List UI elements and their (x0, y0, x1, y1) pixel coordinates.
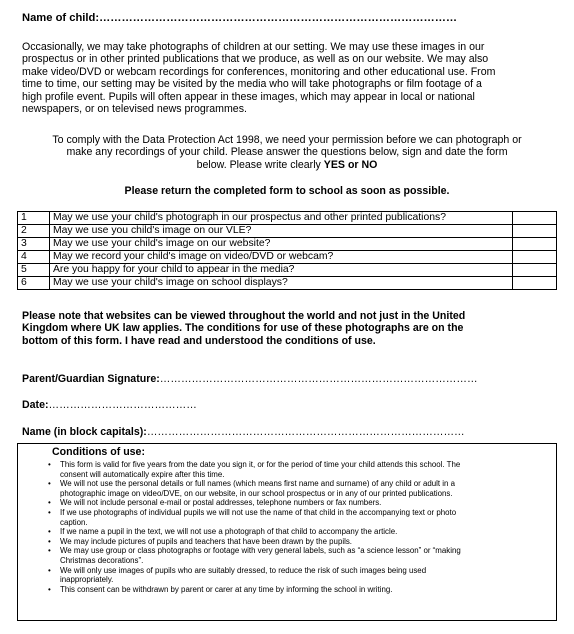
intro-line: high profile event. Pupils will often appear in these images, which may appear in local or national (22, 90, 475, 103)
answer-cell[interactable] (513, 277, 557, 290)
list-item (44, 585, 461, 595)
list-item (44, 508, 461, 527)
question-number: 5 (18, 264, 50, 277)
block-name-dots: ……………………………………………………………………………… (146, 426, 465, 438)
list-item (44, 546, 461, 565)
condition-text: • We will only use images of pupils who are suitably dressed, to reduce the risk of such images being used (60, 565, 427, 575)
list-item (44, 460, 461, 479)
websites-line: Please note that websites can be viewed throughout the world and not just in the United (22, 310, 466, 322)
question-text: May we use your child's image on school displays? (50, 277, 513, 290)
condition-text: inappropriately. (60, 575, 114, 585)
child-name-label: Name of child: (22, 12, 100, 24)
intro-line: make video/DVD or webcam recordings for conferences, monitoring and other educational use. From (22, 65, 496, 78)
answer-cell[interactable] (513, 264, 557, 277)
permission-line: To comply with the Data Protection Act 1998, we need your permission before we can photograph or (52, 134, 522, 146)
child-name-dots: …………………………………………………………………………………… (99, 12, 458, 24)
table-row (18, 238, 557, 251)
condition-text: Christmas decorations”. (60, 555, 144, 565)
condition-text: • If we name a pupil in the text, we will not use a photograph of that child to accompany the article. (60, 527, 398, 537)
question-text: May we use you child's image on our VLE? (50, 225, 513, 238)
condition-text: • We will not use the personal details or full names (which means first name and surname) of any child or adult in a (60, 479, 456, 489)
list-item (44, 479, 461, 498)
list-item (44, 498, 461, 508)
question-number: 2 (18, 225, 50, 238)
answer-cell[interactable] (513, 225, 557, 238)
date-label: Date: (22, 399, 49, 411)
table-row (18, 225, 557, 238)
condition-text: • We will not include personal e-mail or postal addresses, telephone numbers or fax numbers. (60, 498, 382, 508)
question-text: May we use your child's photograph in our prospectus and other printed publications? (50, 212, 513, 225)
question-number: 4 (18, 251, 50, 264)
answer-cell[interactable] (513, 212, 557, 225)
condition-text: • We may use group or class photographs or footage with very general labels, such as “a science lesson” or “making (60, 546, 461, 556)
condition-text: • This consent can be withdrawn by parent or carer at any time by informing the school in writing. (60, 584, 393, 594)
question-number: 1 (18, 212, 50, 225)
block-name-field[interactable] (22, 426, 465, 438)
list-item (44, 537, 461, 547)
permission-text: below. Please write clearly (196, 158, 324, 171)
websites-notice (22, 310, 465, 347)
intro-line: prospectus or in other printed publications that we produce, as well as on our website. We may also (22, 53, 489, 66)
table-row (18, 251, 557, 264)
question-number: 6 (18, 277, 50, 290)
block-name-label: Name (in block capitals): (22, 426, 147, 438)
condition-text: caption. (60, 517, 88, 527)
condition-text: consent will automatically expire after this time. (60, 469, 225, 479)
question-text: Are you happy for your child to appear in the media? (50, 264, 513, 277)
table-row (18, 277, 557, 290)
table-row (18, 264, 557, 277)
intro-line: newspapers, or on televised news programmes. (22, 103, 247, 116)
table-row (18, 212, 557, 225)
permission-line: make any recordings of your child. Please answer the questions below, sign and date the form (66, 146, 508, 159)
conditions-list (44, 460, 461, 594)
answer-cell[interactable] (513, 238, 557, 251)
return-notice: Please return the completed form to school as soon as possible. (124, 185, 450, 197)
list-item (44, 527, 461, 537)
list-item (44, 566, 461, 585)
signature-label: Parent/Guardian Signature: (22, 373, 160, 385)
permission-line (0, 159, 574, 171)
date-field[interactable] (22, 399, 197, 411)
intro-line: time to time, our setting may be visited by the media who will take photographs or film footage of a (22, 78, 482, 91)
permission-paragraph (0, 134, 574, 171)
signature-field[interactable] (22, 373, 478, 385)
question-text: May we record your child's image on video/DVD or webcam? (50, 251, 513, 264)
condition-text: photographic image on video/DVE, on our website, in our school prospectus or in any of our printed publications. (60, 488, 453, 498)
condition-text: • If we use photographs of individual pupils we will not use the name of that child in the accompanying text or photo (60, 507, 457, 517)
conditions-box (17, 443, 557, 621)
signature-dots: ……………………………………………………………………………… (159, 373, 478, 385)
questions-table (17, 211, 557, 290)
condition-text: • We may include pictures of pupils and teachers that have been drawn by the pupils. (60, 536, 352, 546)
intro-paragraph (22, 41, 495, 115)
websites-line: Kingdom where UK law applies. The conditions for use of these photographs are on the (22, 322, 464, 335)
question-number: 3 (18, 238, 50, 251)
answer-cell[interactable] (513, 251, 557, 264)
question-text: May we use your child's image on our website? (50, 238, 513, 251)
conditions-title: Conditions of use: (52, 446, 145, 458)
child-name-field[interactable] (22, 12, 457, 24)
yes-no-emphasis: YES or NO (323, 158, 378, 171)
intro-line: Occasionally, we may take photographs of children at our setting. We may use these images in our (22, 41, 485, 53)
condition-text: • This form is valid for five years from the date you sign it, or for the period of time your child attends this school. The (60, 460, 461, 469)
date-dots: …………………………………… (48, 399, 197, 411)
websites-line: bottom of this form. I have read and understood the conditions of use. (22, 334, 376, 347)
